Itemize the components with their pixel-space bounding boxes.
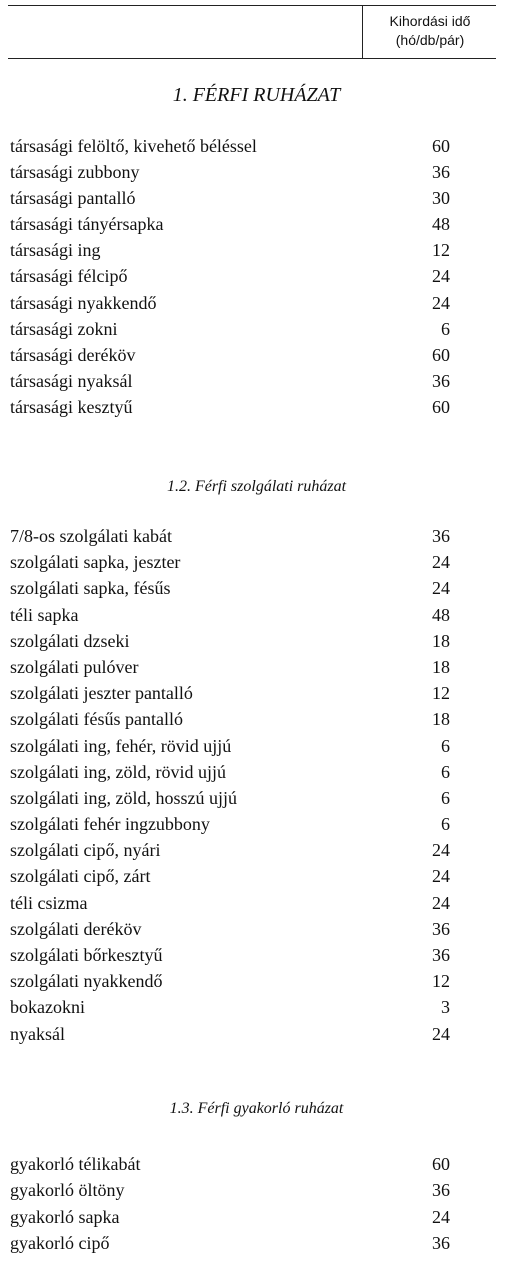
item-name: szolgálati pulóver [10, 656, 139, 677]
list-item [10, 263, 450, 289]
list-item [10, 342, 450, 368]
item-name: társasági felöltő, kivehető béléssel [10, 136, 257, 156]
section-title-3: 1.3. Férfi gyakorló ruházat [169, 1100, 344, 1117]
item-duration: 24 [432, 1206, 450, 1227]
item-duration: 36 [432, 370, 450, 391]
list-item [10, 994, 450, 1020]
list-item [10, 811, 450, 837]
list-item [10, 316, 450, 342]
item-duration: 3 [441, 997, 450, 1018]
item-name: bokazokni [10, 997, 85, 1018]
item-name: szolgálati fésűs pantalló [10, 709, 183, 730]
item-duration: 24 [432, 578, 450, 599]
list-item [10, 185, 450, 211]
item-duration: 24 [432, 866, 450, 887]
list-item [10, 733, 450, 759]
item-duration: 60 [432, 136, 450, 156]
item-name: szolgálati fehér ingzubbony [10, 814, 210, 835]
item-name: szolgálati bőrkesztyű [10, 945, 163, 965]
item-duration: 24 [432, 292, 450, 313]
item-name: szolgálati dzseki [10, 630, 130, 651]
item-list-1 [10, 133, 450, 420]
item-duration: 24 [432, 892, 450, 913]
list-item [10, 368, 450, 394]
item-name: társasági kesztyű [10, 396, 133, 417]
item-name: társasági pantalló [10, 188, 136, 209]
item-name: szolgálati sapka, jeszter [10, 552, 181, 573]
item-name: társasági nyaksál [10, 370, 133, 391]
item-name: gyakorló sapka [10, 1206, 120, 1227]
list-item [10, 211, 450, 237]
table-header [8, 5, 496, 59]
item-name: szolgálati cipő, nyári [10, 840, 161, 861]
list-item [10, 628, 450, 654]
list-item [10, 159, 450, 185]
item-duration: 6 [441, 814, 450, 835]
item-name: társasági tányérsapka [10, 214, 164, 235]
item-list-2 [10, 523, 450, 1047]
list-item [10, 575, 450, 601]
list-item [10, 837, 450, 863]
item-duration: 60 [432, 1154, 450, 1174]
item-duration: 6 [441, 735, 450, 756]
list-item [10, 523, 450, 549]
item-duration: 12 [432, 971, 450, 992]
list-item [10, 290, 450, 316]
list-item [10, 863, 450, 889]
list-item [10, 602, 450, 628]
item-name: szolgálati nyakkendő [10, 971, 163, 992]
item-duration: 36 [432, 162, 450, 183]
item-duration: 24 [432, 1023, 450, 1044]
list-item [10, 916, 450, 942]
item-duration: 18 [432, 656, 450, 677]
item-name: téli csizma [10, 892, 88, 913]
list-item [10, 549, 450, 575]
list-item [10, 1151, 450, 1177]
list-item [10, 942, 450, 968]
list-item [10, 968, 450, 994]
item-name: társasági deréköv [10, 344, 136, 365]
item-duration: 12 [432, 240, 450, 261]
column-title-line1: Kihordási idő [389, 13, 471, 29]
item-name: szolgálati ing, fehér, rövid ujjú [10, 735, 232, 756]
list-item [10, 759, 450, 785]
item-list-3 [10, 1151, 450, 1256]
item-duration: 30 [432, 188, 450, 209]
item-duration: 36 [432, 1180, 450, 1201]
item-name: nyaksál [10, 1023, 65, 1044]
item-name: téli sapka [10, 604, 79, 625]
item-duration: 24 [432, 552, 450, 573]
item-duration: 12 [432, 683, 450, 704]
column-title-line2: (hó/db/pár) [395, 32, 465, 48]
section-title-1: 1. FÉRFI RUHÁZAT [172, 84, 341, 106]
column-title-duration [364, 12, 496, 50]
list-item [10, 706, 450, 732]
list-item [10, 1021, 450, 1047]
item-name: társasági nyakkendő [10, 292, 157, 313]
item-name: szolgálati cipő, zárt [10, 866, 151, 887]
item-duration: 48 [432, 604, 450, 625]
item-name: szolgálati sapka, fésűs [10, 578, 171, 599]
item-name: társasági zokni [10, 318, 118, 339]
item-duration: 6 [441, 318, 450, 339]
item-duration: 6 [441, 761, 450, 782]
item-name: szolgálati deréköv [10, 918, 142, 939]
list-item [10, 785, 450, 811]
item-name: társasági zubbony [10, 162, 140, 183]
item-name: gyakorló cipő [10, 1232, 110, 1253]
item-name: gyakorló télikabát [10, 1154, 141, 1174]
list-item [10, 133, 450, 159]
item-name: társasági félcipő [10, 266, 128, 287]
list-item [10, 654, 450, 680]
list-item [10, 394, 450, 420]
item-duration: 36 [432, 945, 450, 965]
list-item [10, 1230, 450, 1256]
section-title-2: 1.2. Férfi szolgálati ruházat [166, 478, 347, 495]
item-duration: 60 [432, 396, 450, 417]
list-item [10, 1177, 450, 1203]
item-duration: 18 [432, 630, 450, 651]
header-divider [362, 6, 363, 58]
item-name: szolgálati jeszter pantalló [10, 683, 193, 704]
item-duration: 36 [432, 526, 450, 546]
list-item [10, 680, 450, 706]
item-duration: 24 [432, 840, 450, 861]
item-name: gyakorló öltöny [10, 1180, 125, 1201]
list-item [10, 237, 450, 263]
item-duration: 18 [432, 709, 450, 730]
item-duration: 48 [432, 214, 450, 235]
item-name: szolgálati ing, zöld, rövid ujjú [10, 761, 226, 782]
item-name: szolgálati ing, zöld, hosszú ujjú [10, 787, 237, 808]
item-name: 7/8-os szolgálati kabát [10, 526, 172, 546]
item-duration: 6 [441, 787, 450, 808]
list-item [10, 890, 450, 916]
item-duration: 36 [432, 918, 450, 939]
item-duration: 36 [432, 1232, 450, 1253]
item-duration: 60 [432, 344, 450, 365]
list-item [10, 1204, 450, 1230]
item-name: társasági ing [10, 240, 101, 261]
item-duration: 24 [432, 266, 450, 287]
